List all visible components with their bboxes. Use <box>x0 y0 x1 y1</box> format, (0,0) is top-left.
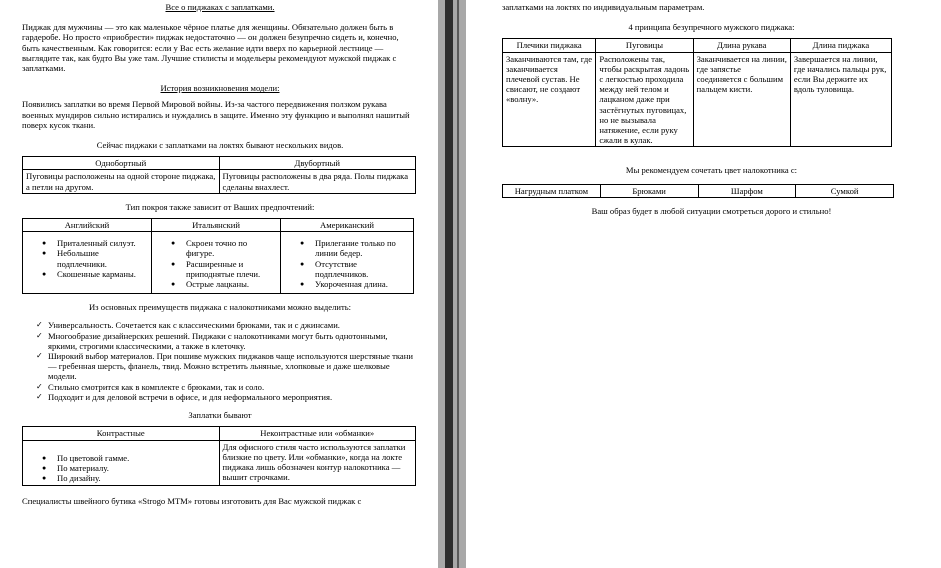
list-item: ● Отсутствие подплечников. <box>311 259 407 279</box>
list-item: ✓ Стильно смотрится как в комплекте с брюками, так и соло. <box>48 382 418 392</box>
list-item: ● Острые лацканы. <box>182 279 274 289</box>
patches-cell-contrast <box>23 440 220 486</box>
combo-item: Сумкой <box>796 184 894 197</box>
advantages-list <box>22 320 418 402</box>
list-item: ● По цветовой гамме. <box>53 453 216 463</box>
list-item: ● По материалу. <box>53 463 216 473</box>
list-item: ● Небольшие подплечники. <box>53 248 145 268</box>
breasted-cell-single: Пуговицы расположены на одной стороне пиджака, а петли на другом. <box>23 170 220 193</box>
cut-header-english: Английский <box>23 219 152 232</box>
combo-item: Брюками <box>600 184 698 197</box>
kinds-heading: Сейчас пиджаки с заплатками на локтях бывают нескольких видов. <box>96 140 344 151</box>
principles-cell-sleeve: Заканчивается на линии, где запястье соединяется с большим пальцем кисти. <box>693 52 790 147</box>
cut-table <box>22 218 414 294</box>
history-paragraph: Появились заплатки во время Первой Мировой войны. Из-за частого передвижения ползком рукава военных мундиров сильно истирались и нуждались в защите. Именно эту функцию и выполнял нашитый поверх кусок ткани. <box>22 99 410 130</box>
page-gap-line <box>457 0 459 568</box>
patches-table <box>22 426 416 486</box>
breasted-header-double: Двубортный <box>219 157 416 170</box>
footer-paragraph: Специалисты швейного бутика «Strogo МТМ» готовы изготовить для Вас мужской пиджак с <box>22 496 362 507</box>
list-item: ✓ Универсальность. Сочетается как с классическими брюками, так и с джинсами. <box>48 320 418 330</box>
document-title: Все о пиджаках с заплатками. <box>165 2 275 12</box>
list-item: ● Прилегание только по линии бедер. <box>311 238 407 258</box>
principles-header-length: Длина пиджака <box>790 39 891 52</box>
cut-cell-american <box>281 232 414 294</box>
list-item: ● Расширенные и приподнятые плечи. <box>182 259 274 279</box>
patches-header-contrast: Контрастные <box>23 427 220 440</box>
advantages-heading: Из основных преимуществ пиджака с налокотниками можно выделить: <box>88 302 352 313</box>
principles-table <box>502 38 892 147</box>
combo-heading: Мы рекомендуем сочетать цвет налокотника с: <box>625 165 798 176</box>
list-item: ✓ Широкий выбор материалов. При пошиве мужских пиджаков чаще используются шерстяные ткани — гребенная шерсть, фланель, твид. Можно встретить льняные, хлопковые и даже шелковые модели. <box>48 351 418 382</box>
principles-cell-shoulders: Заканчиваются там, где заканчивается плечевой сустав. Не свисают, не создают «волну». <box>503 52 596 147</box>
closing-line: Ваш образ будет в любой ситуации смотреться дорого и стильно! <box>591 205 832 216</box>
patches-cell-noncontrast: Для офисного стиля часто используются заплатки близкие по цвету. Или «обманки», когда на локте пиджака лишь обозначен контур налокотника — вышит строчками. <box>219 440 416 486</box>
cut-header-italian: Итальянский <box>152 219 281 232</box>
continuation-paragraph: заплатками на локтях по индивидуальным параметрам. <box>502 2 705 12</box>
patches-heading: Заплатки бывают <box>188 410 252 421</box>
list-item: ● Скошенные карманы. <box>53 269 145 279</box>
principles-heading: 4 принципа безупречного мужского пиджака: <box>628 22 795 33</box>
combo-item: Нагрудным платком <box>503 184 601 197</box>
list-item: ● Скроен точно по фигуре. <box>182 238 274 258</box>
list-item: ✓ Многообразие дизайнерских решений. Пиджаки с налокотниками могут быть однотонными, яркими, строгими классическими, а также в клеточку. <box>48 331 418 351</box>
principles-header-sleeve: Длина рукава <box>693 39 790 52</box>
history-heading: История возникновения модели: <box>160 83 280 94</box>
breasted-cell-double: Пуговицы расположены в два ряда. Полы пиджака сделаны внахлест. <box>219 170 416 193</box>
combo-table <box>502 184 894 198</box>
cut-heading: Тип покроя также зависит от Ваших предпочтений: <box>125 201 315 212</box>
intro-paragraph: Пиджак для мужчины — это как маленькое чёрное платье для женщины. Обязательно должен быть в гардеробе. Но просто «приобрести» пиджак недостаточно — он должен безупречно сидеть и, конечно, быть качественным. Как говорится: если у Вас есть желание идти вверх по карьерной лестнице — выглядите так, как будто Вы уже там. Лучшие стилисты и модельеры рекомендуют мужской пиджак с заплатками. <box>22 22 399 74</box>
principles-header-buttons: Пуговицы <box>596 39 693 52</box>
breasted-table <box>22 156 416 194</box>
combo-item: Шарфом <box>698 184 796 197</box>
breasted-header-single: Однобортный <box>23 157 220 170</box>
left-page <box>0 0 438 568</box>
cut-header-american: Американский <box>281 219 414 232</box>
list-item: ✓ Подходит и для деловой встречи в офисе, и для неформального мероприятия. <box>48 392 418 402</box>
principles-cell-length: Завершается на линии, где начались пальцы рук, если Вы держите их вдоль туловища. <box>790 52 891 147</box>
page-gap-bar <box>445 0 453 568</box>
list-item: ● Приталенный силуэт. <box>53 238 145 248</box>
principles-header-shoulders: Плечики пиджака <box>503 39 596 52</box>
principles-cell-buttons: Расположены так, чтобы раскрытая ладонь с легкостью проходила между ней телом и лацканом даже при застёгнутых пуговицах, но не вызывала натяжение, если руку сжали в кулак. <box>596 52 693 147</box>
cut-cell-english <box>23 232 152 294</box>
list-item: ● Укороченная длина. <box>311 279 407 289</box>
list-item: ● По дизайну. <box>53 473 216 483</box>
right-page <box>466 0 941 568</box>
patches-header-noncontrast: Неконтрастные или «обманки» <box>219 427 416 440</box>
cut-cell-italian <box>152 232 281 294</box>
